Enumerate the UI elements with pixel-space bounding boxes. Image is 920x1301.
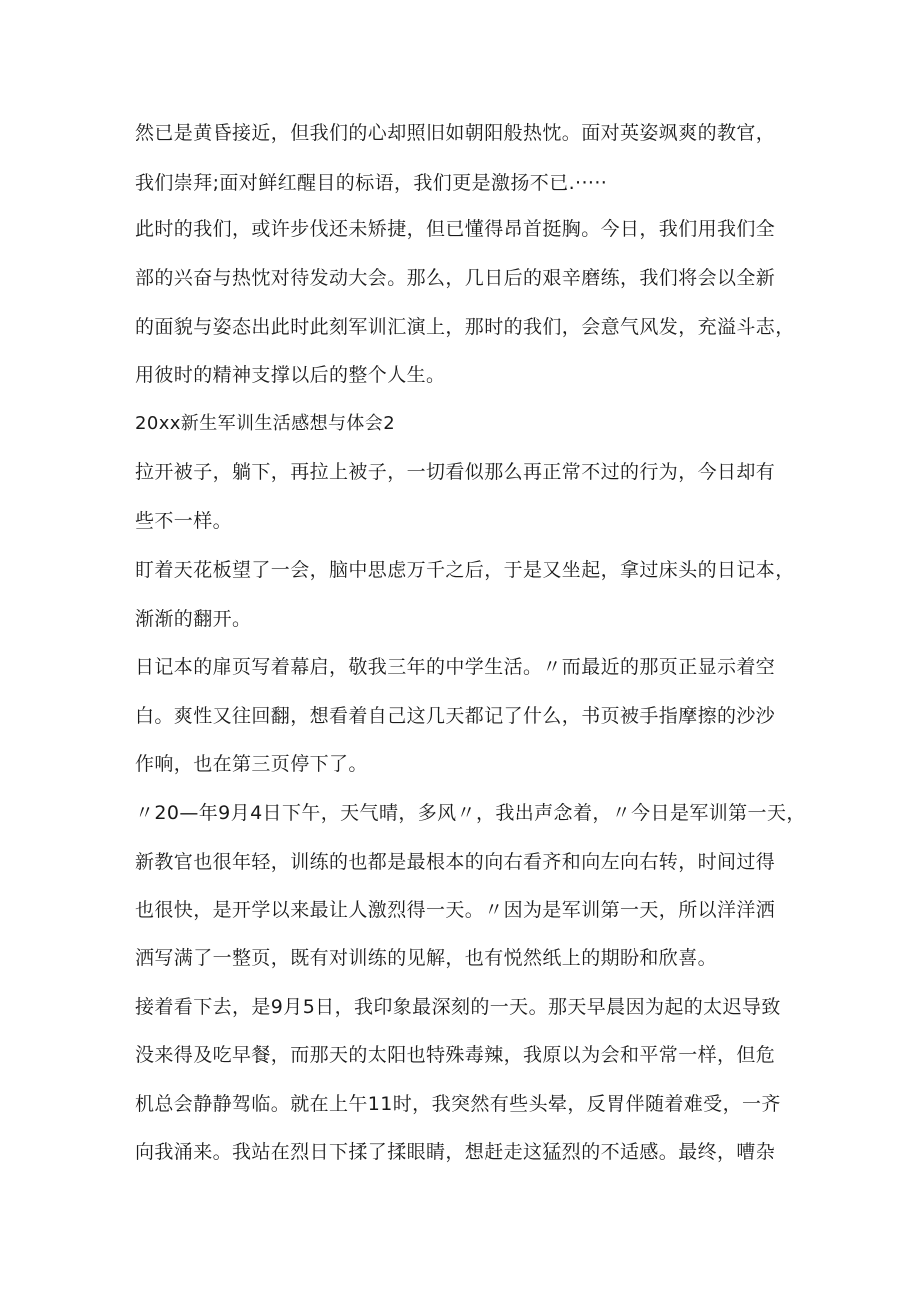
text-line: 新教官也很年轻，训练的也都是最根本的向右看齐和向左向右转，时间过得 <box>135 851 776 873</box>
text-line: 洒写满了一整页，既有对训练的见解，也有悦然纸上的期盼和欣喜。 <box>135 947 718 969</box>
text-line: 〃20—年9月4日下午，天气晴，多风〃，我出声念着，〃今日是军训第一天， <box>135 802 806 824</box>
text-line: 接着看下去，是9月5日，我印象最深刻的一天。那天早晨因为起的太迟导致 <box>135 996 781 1018</box>
text-line: 盯着天花板望了一会，脑中思虑万千之后，于是又坐起，拿过床头的日记本， <box>135 559 795 581</box>
text-line: 拉开被子，躺下，再拉上被子，一切看似那么再正常不过的行为，今日却有 <box>135 461 776 483</box>
text-line: 作响，也在第三页停下了。 <box>135 753 368 775</box>
text-line: 向我涌来。我站在烈日下揉了揉眼睛，想赶走这猛烈的不适感。最终，嘈杂 <box>135 1141 776 1163</box>
text-line: 没来得及吃早餐，而那天的太阳也特殊毒辣，我原以为会和平常一样，但危 <box>135 1044 776 1066</box>
text-line: 然已是黄昏接近，但我们的心却照旧如朝阳般热忱。面对英姿飒爽的教官， <box>135 122 776 144</box>
text-line: 的面貌与姿态出此时此刻军训汇演上，那时的我们，会意气风发，充溢斗志， <box>135 316 795 338</box>
text-line: 也很快，是开学以来最让人激烈得一天。〃因为是军训第一天，所以洋洋洒 <box>135 899 776 921</box>
text-line: 白。爽性又往回翻，想看着自己这几天都记了什么，书页被手指摩擦的沙沙 <box>135 705 776 727</box>
text-line: 渐渐的翻开。 <box>135 608 252 630</box>
text-line: 日记本的扉页写着幕启，敬我三年的中学生活。〃而最近的那页正显示着空 <box>135 656 776 678</box>
text-line: 此时的我们，或许步伐还未矫捷，但已懂得昂首挺胸。今日，我们用我们全 <box>135 218 776 240</box>
text-line: 些不一样。 <box>135 510 233 532</box>
text-line: 机总会静静驾临。就在上午11时，我突然有些头晕，反胃伴随着难受，一齐 <box>135 1093 781 1115</box>
text-line: 部的兴奋与热忱对待发动大会。那么，几日后的艰辛磨练，我们将会以全新 <box>135 267 776 289</box>
section-heading: 20xx新生军训生活感想与体会2 <box>135 413 396 434</box>
text-line: 我们崇拜;面对鲜红醒目的标语，我们更是激扬不已.····· <box>135 172 608 194</box>
text-line: 用彼时的精神支撑以后的整个人生。 <box>135 364 446 386</box>
